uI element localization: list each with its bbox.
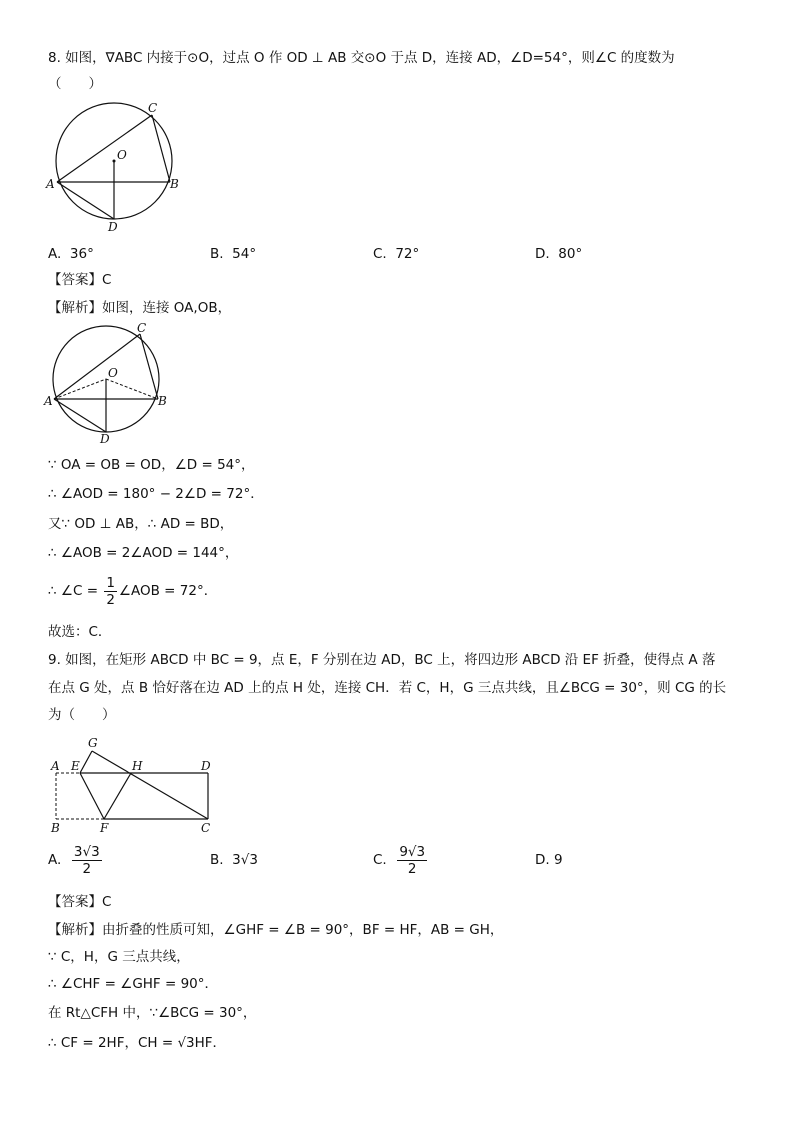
q8-option-a-key: A. [48,246,62,262]
q8-analysis-figure [44,322,174,450]
q9-step-4: 在 Rt△CFH 中，∵∠BCG = 30°， [48,1005,257,1021]
q8-step-5-prefix: ∴ ∠C = [48,583,103,599]
q8-step-3: 又∵ OD ⊥ AB，∴ AD = BD， [48,516,234,532]
q8-label-b: B [170,177,179,191]
q8-option-c[interactable] [373,244,419,264]
q9-step-5: ∴ CF = 2HF，CH = √3HF． [48,1035,227,1051]
q9-rectangle-figure [44,735,224,835]
q8-step-5 [48,574,217,608]
q8-step-4: ∴ ∠AOB = 2∠AOD = 144°， [48,545,239,561]
q8-option-a[interactable] [48,244,94,264]
q9-option-b-value: 3√3 [232,852,258,868]
q8-step-5-frac-num: 1 [106,574,115,591]
q9-stem-line2: 在点 G 处，点 B 恰好落在边 AD 上的点 H 处，连接 CH．若 C，H，G 三点共线，且∠BCG = 30°，则 CG 的长 [48,680,727,696]
q9-option-d-value: 9 [553,852,563,868]
q9-option-d-key: D. [535,852,550,868]
q9-option-a-key: A. [48,852,62,868]
q9-option-c[interactable] [373,843,429,877]
q8-option-c-value: 72° [395,246,420,262]
q8-option-b-key: B. [210,246,224,262]
q8-option-d[interactable] [535,244,582,264]
q9-label-f: F [100,821,109,835]
q8-step-5-frac-den: 2 [106,591,115,608]
q9-step-2: ∵ C，H，G 三点共线， [48,949,190,965]
q9-option-a-num: 3√3 [73,843,100,860]
q8-step-2: ∴ ∠AOD = 180° − 2∠D = 72°． [48,486,264,502]
q9-option-a-fraction [72,844,102,877]
q8-conclusion: 故选：C． [48,624,112,640]
q9-option-a[interactable] [48,843,104,877]
q9-option-c-key: C. [373,852,387,868]
q8-option-d-key: D. [535,246,550,262]
q9-label-h: H [132,759,143,773]
q8-option-b[interactable] [210,244,256,264]
q8-label-o: O [117,148,127,162]
q8-analysis-label-o: O [108,366,118,380]
q9-label-g: G [88,736,98,750]
q8-option-b-value: 54° [232,246,257,262]
q8-label-d: D [108,220,118,234]
q9-label-b: B [51,821,60,835]
q9-label-d: D [201,759,211,773]
q8-analysis-label-d: D [100,432,110,446]
q9-option-a-den: 2 [82,860,92,877]
q9-answer: 【答案】C [48,894,112,910]
q8-label-c: C [148,101,158,115]
q8-stem-line2: （ ） [48,76,102,92]
q8-stem-line1: 8. 如图，∇ABC 内接于⊙O，过点 O 作 OD ⊥ AB 交⊙O 于点 D，连接 AD，∠D=54°，则∠C 的度数为 [48,50,675,66]
q8-analysis-intro: 【解析】如图，连接 OA,OB， [48,300,232,316]
q8-label-a: A [46,177,55,191]
q9-step-3: ∴ ∠CHF = ∠GHF = 90°． [48,976,219,992]
q9-stem-line3: 为（ ） [48,707,116,723]
q9-option-c-num: 9√3 [399,843,426,860]
q8-option-a-value: 36° [69,246,94,262]
q8-option-c-key: C. [373,246,387,262]
q9-label-a: A [51,759,60,773]
q8-analysis-label-b: B [158,394,167,408]
q8-analysis-label-a: A [44,394,53,408]
q9-label-c: C [201,821,211,835]
q9-option-c-den: 2 [407,860,417,877]
q9-option-c-fraction [397,844,427,877]
q8-circle-figure [44,98,184,238]
q8-step-5-fraction [104,575,117,608]
q9-label-e: E [71,759,80,773]
q8-step-1: ∵ OA = OB = OD，∠D = 54°， [48,457,255,473]
q9-option-b-key: B. [210,852,224,868]
q8-step-5-suffix: ∠AOB = 72°． [118,583,218,599]
q9-step-1: 【解析】由折叠的性质可知，∠GHF = ∠B = 90°，BF = HF，AB = GH， [48,922,504,938]
q8-answer: 【答案】C [48,272,112,288]
q9-option-d[interactable] [535,850,563,870]
q8-option-d-value: 80° [558,246,583,262]
q9-stem-line1: 9. 如图，在矩形 ABCD 中 BC = 9，点 E，F 分别在边 AD，BC 上，将四边形 ABCD 沿 EF 折叠，使得点 A 落 [48,652,716,668]
q8-analysis-label-c: C [137,321,147,335]
q9-option-b[interactable] [210,850,258,870]
